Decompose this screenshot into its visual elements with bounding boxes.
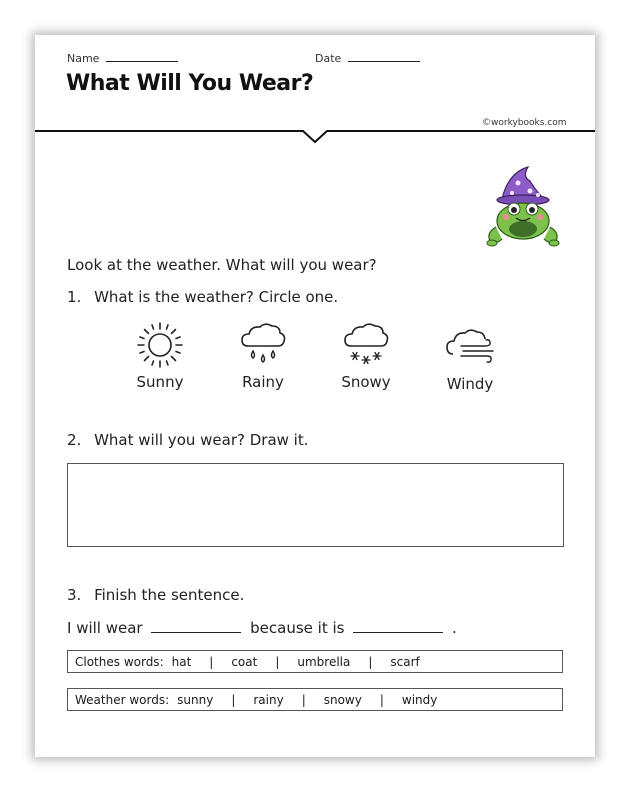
separator: |: [209, 654, 214, 669]
weather-word: windy: [401, 692, 438, 707]
clothes-word: coat: [231, 654, 258, 669]
sentence-line: [67, 619, 457, 637]
date-label: Date: [315, 52, 342, 65]
wind-cloud-icon[interactable]: [443, 320, 497, 370]
clothes-words-label: Clothes words:: [75, 654, 164, 669]
drawing-box[interactable]: [67, 463, 564, 547]
separator: |: [368, 654, 373, 669]
weather-label-windy: Windy: [446, 375, 494, 393]
question-1: [67, 288, 338, 306]
question-2-text: What will you wear? Draw it.: [94, 431, 309, 449]
weather-word: snowy: [323, 692, 362, 707]
separator: |: [379, 692, 384, 707]
sentence-part-1: I will wear: [67, 619, 143, 637]
weather-label-snowy: Snowy: [341, 373, 391, 391]
separator: |: [231, 692, 236, 707]
date-field: [315, 52, 420, 65]
header-divider: [35, 125, 595, 145]
question-3-number: 3.: [67, 586, 82, 604]
weather-word: rainy: [253, 692, 284, 707]
weather-blank[interactable]: [353, 632, 443, 633]
separator: |: [275, 654, 280, 669]
weather-word-bank: [67, 688, 563, 711]
question-2-number: 2.: [67, 431, 82, 449]
question-3: [67, 586, 244, 604]
clothes-word: hat: [171, 654, 192, 669]
instructions-text: Look at the weather. What will you wear?: [67, 256, 377, 274]
question-3-text: Finish the sentence.: [94, 586, 245, 604]
question-1-text: What is the weather? Circle one.: [94, 288, 339, 306]
name-field: [67, 52, 178, 65]
rain-cloud-icon[interactable]: [238, 320, 288, 370]
snow-cloud-icon[interactable]: [341, 320, 391, 370]
clothes-word-bank: [67, 650, 563, 673]
question-2: [67, 431, 309, 449]
weather-words-label: Weather words:: [75, 692, 170, 707]
frog-wizard-icon: [478, 165, 568, 255]
date-blank[interactable]: [348, 61, 420, 62]
name-blank[interactable]: [106, 61, 178, 62]
page-title: What Will You Wear?: [66, 71, 314, 96]
clothes-word: scarf: [390, 654, 420, 669]
sentence-end: .: [452, 619, 457, 637]
clothes-blank[interactable]: [151, 632, 241, 633]
copyright-text: ©workybooks.com: [482, 118, 567, 128]
sun-icon[interactable]: [135, 320, 185, 370]
clothes-word: umbrella: [297, 654, 351, 669]
sentence-part-2: because it is: [250, 619, 345, 637]
question-1-number: 1.: [67, 288, 82, 306]
separator: |: [301, 692, 306, 707]
name-label: Name: [67, 52, 100, 65]
weather-label-sunny: Sunny: [136, 373, 184, 391]
weather-word: sunny: [177, 692, 214, 707]
worksheet-page: [35, 35, 595, 757]
weather-label-rainy: Rainy: [242, 373, 284, 391]
